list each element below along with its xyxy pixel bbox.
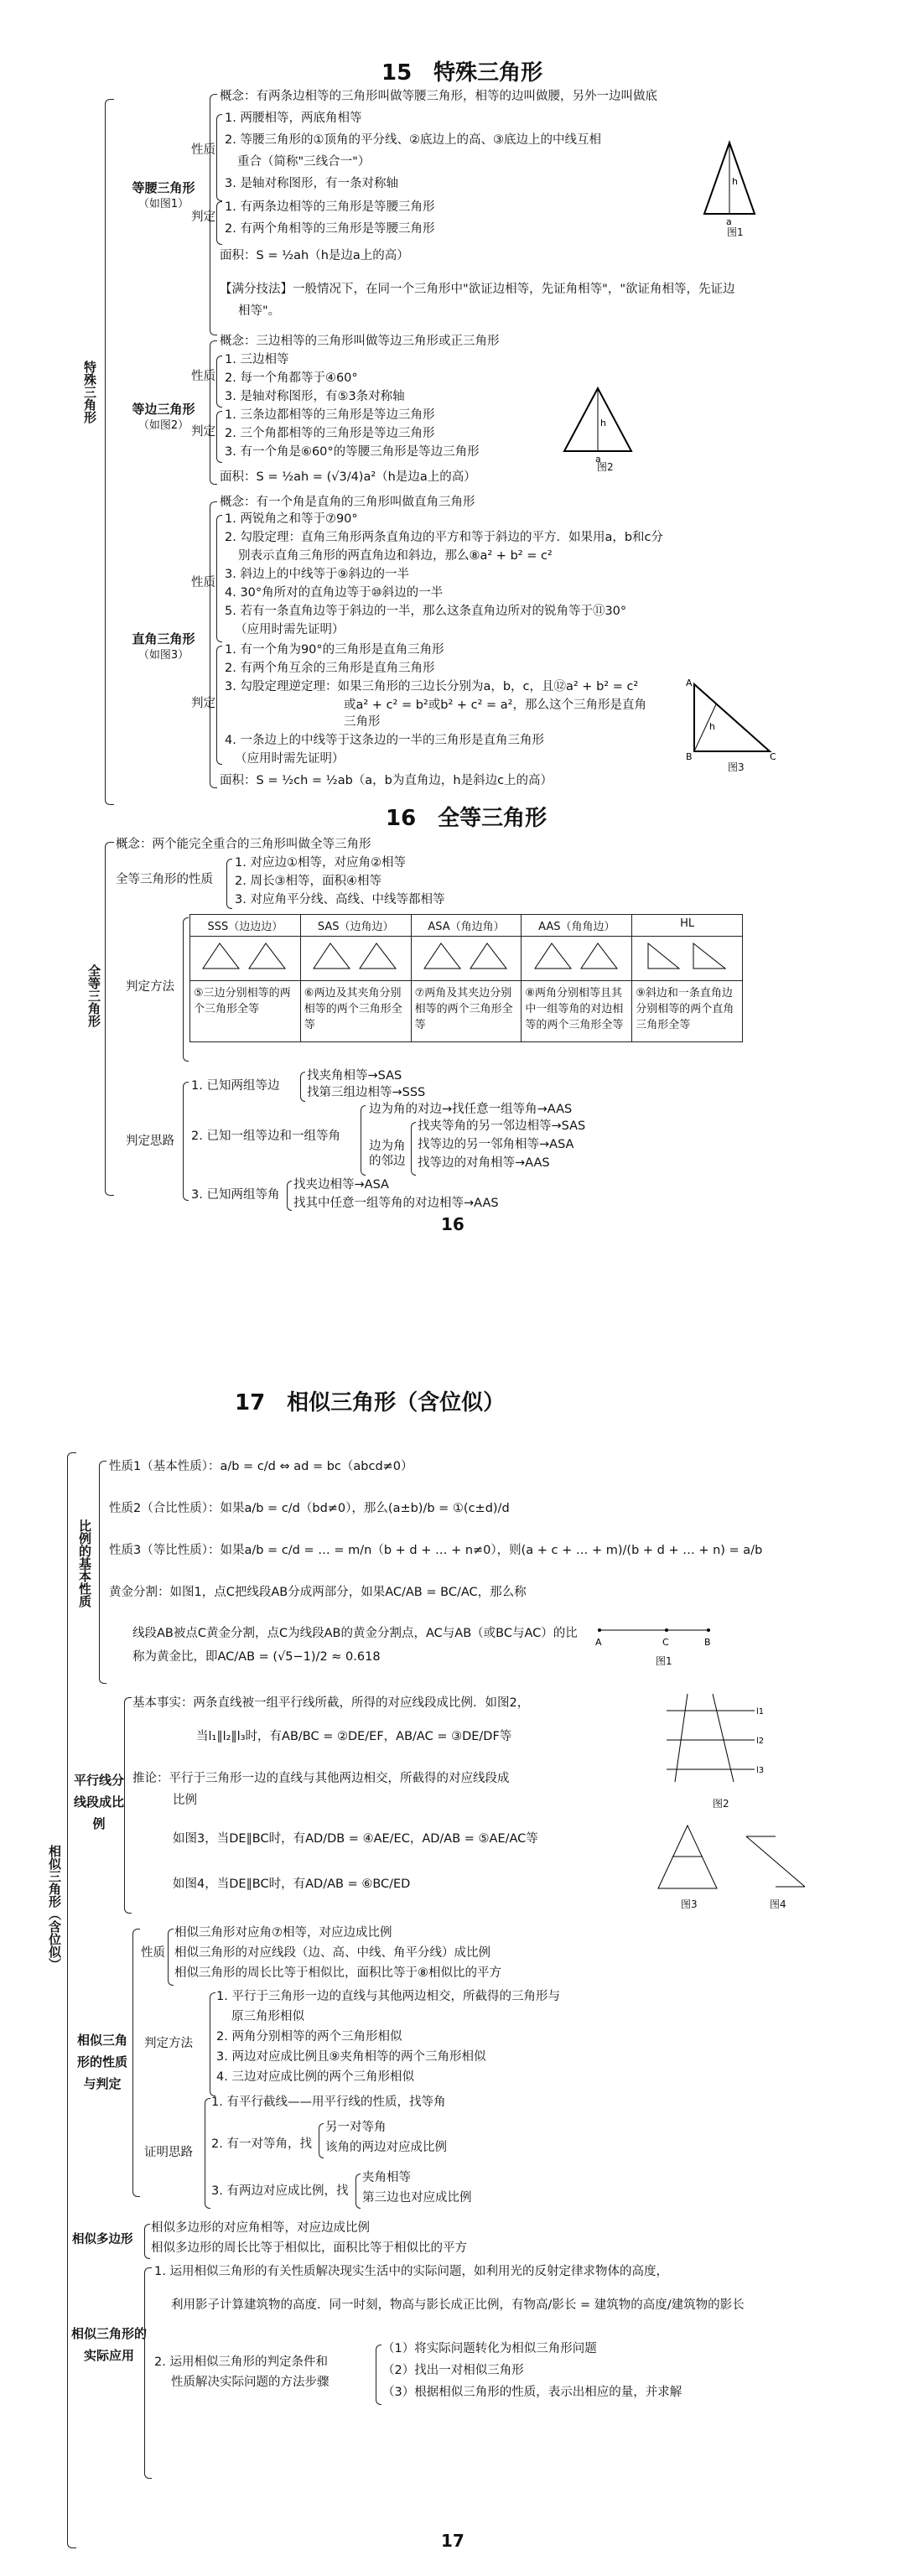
similar-judge-label: 判定方法 [144, 2037, 193, 2050]
think-line: 边为角的对边→找任意一组等角→AAS [369, 1103, 573, 1116]
sim-line: 夹角相等 [362, 2171, 411, 2184]
svg-text:l1: l1 [756, 1707, 765, 1716]
method-name: ASA（角边角） [428, 921, 505, 933]
right-line: 3. 斜边上的中线等于⑨斜边的一半 [225, 568, 409, 581]
sim-line: 2. 两角分别相等的两个三角形相似 [216, 2030, 402, 2044]
congruent-prop: 2. 周长③相等，面积④相等 [235, 875, 381, 888]
equi-judge-brace [216, 411, 222, 463]
page-number-16: 16 [441, 1214, 464, 1234]
iso-line: 面积：S = ½ah（h是边a上的高） [220, 249, 409, 262]
right-line: 1. 有一个角为90°的三角形是直角三角形 [225, 643, 444, 657]
equi-line: 3. 有一个角是⑥60°的等腰三角形是等边三角形 [225, 445, 480, 459]
sim-prop-brace [168, 1929, 174, 1986]
right-judge-brace [216, 646, 222, 765]
figure-4-17-caption: 图4 [770, 1898, 786, 1910]
sim-line: 1. 平行于三角形一边的直线与其他两边相交，所截得的三角形与 [216, 1990, 560, 2003]
right-line: 5. 若有一条直角边等于斜边的一半，那么这条直角边所对的锐角等于⑪30° [225, 605, 627, 618]
app-line: （1）将实际问题转化为相似三角形问题 [382, 2342, 597, 2355]
judge-label: 判定 [191, 210, 215, 224]
method-name: HL [680, 917, 695, 930]
parallel-line: 推论：平行于三角形一边的直线与其他两边相交，所截得的对应线段成 [132, 1772, 510, 1785]
poly-line: 相似多边形的对应角相等，对应边成比例 [151, 2221, 370, 2235]
right-line: （应用时需先证明） [235, 752, 345, 766]
sim-sub-brace [319, 2123, 324, 2158]
similar-prop-heading [72, 2029, 132, 2095]
judge-method-table [189, 914, 743, 1042]
figure-4-triangle [738, 1828, 813, 1895]
figure-1-17-caption: 图1 [656, 1655, 672, 1667]
method-figure-cell [190, 937, 301, 981]
iso-line: 【满分技法】一般情况下，在同一个三角形中"欲证边相等，先证角相等"，"欲证角相等，先证边 [220, 283, 735, 296]
method-desc: ⑥两边及其夹角分别相等的两个三角形全等 [304, 987, 402, 1031]
think-line: 2. 已知一组等边和一组等角 [191, 1130, 340, 1143]
app-line: 性质解决实际问题的方法步骤 [171, 2376, 330, 2389]
app-line: 利用影子计算建筑物的高度．同一时刻，物高与影长成正比例，有物高/影长 = 建筑物的高度/建筑物的影长 [171, 2298, 745, 2312]
application-heading [69, 2323, 149, 2366]
think-sub-brace [287, 1181, 292, 1211]
method-cell [411, 915, 522, 937]
svg-text:A: A [595, 1637, 602, 1648]
think-line: 3. 已知两组等角 [191, 1188, 280, 1202]
method-figure-cell [522, 937, 632, 981]
sim-line: 4. 三边对应成比例的两个三角形相似 [216, 2070, 414, 2084]
ratio-heading: 比例的基本性质 [77, 1519, 92, 1607]
prop-brace-16 [226, 859, 232, 909]
method-desc-cell [300, 981, 411, 1042]
ratio-brace [99, 1461, 106, 1684]
right-line: 或a² + c² = b²或b² + c² = a²，那么这个三角形是直角 [344, 699, 646, 712]
section-15-title: 15 特殊三角形 [381, 60, 543, 86]
think-line: 找等边的对角相等→AAS [418, 1156, 550, 1170]
right-line: 3. 勾股定理逆定理：如果三角形的三边长分别为a，b，c，且⑫a² + b² = c² [225, 680, 639, 693]
section-16-title: 16 全等三角形 [386, 806, 548, 831]
method-name: AAS（角角边） [538, 921, 615, 933]
isosceles-heading [117, 179, 210, 213]
svg-text:a: a [595, 454, 601, 464]
equi-line: 3. 是轴对称图形，有⑤3条对称轴 [225, 390, 405, 403]
right-line: 别表示直角三角形的两直角边和斜边，那么⑧a² + b² = c² [238, 549, 553, 563]
iso-line: 相等"。 [238, 304, 281, 318]
congruent-prop: 1. 对应边①相等，对应角②相等 [235, 856, 406, 870]
method-cell [632, 915, 743, 937]
think-sub-brace [411, 1122, 416, 1176]
iso-line: 重合（简称"三线合一"） [237, 155, 371, 169]
right-line: 2. 勾股定理：直角三角形两条直角边的平方和等于斜边的平方．如果用a，b和c分 [225, 531, 664, 544]
poly-line: 相似多边形的周长比等于相似比，面积比等于相似比的平方 [151, 2241, 467, 2255]
right-triangle-heading [117, 631, 210, 664]
right-triangle-figure [686, 678, 778, 761]
right-prop-brace [216, 515, 222, 642]
right-line: 4. 一条边上的中线等于这条边的一半的三角形是直角三角形 [225, 734, 544, 747]
app-line: 1. 运用相似三角形的有关性质解决现实生活中的实际问题，如利用光的反射定律求物体的高度， [154, 2265, 668, 2278]
method-desc-cell [411, 981, 522, 1042]
sim-line: 3. 两边对应成比例且⑨夹角相等的两个三角形相似 [216, 2050, 486, 2064]
parallel-line: 基本事实：两条直线被一组平行线所截，所得的对应线段成比例．如图2， [132, 1696, 530, 1710]
congruent-prop-heading: 全等三角形的性质 [116, 873, 213, 886]
congruent-label: 全等三角形 [86, 964, 101, 1027]
main-brace-15 [105, 99, 114, 805]
similar-proof-label: 证明思路 [144, 2146, 193, 2159]
app-brace [144, 2267, 152, 2479]
ratio-line: 性质3（等比性质）：如果a/b = c/d = … = m/n（b + d + … + n≠0），则(a + c + … + m)/(b + d + … + n) = a/b [109, 1544, 763, 1557]
figure-2-17-caption: 图2 [713, 1798, 729, 1810]
method-cell [300, 915, 411, 937]
method-desc: ⑧两角分别相等且其中一组等角的对边相等的两个三角形全等 [525, 987, 624, 1031]
figure-3-17-caption: 图3 [681, 1898, 698, 1910]
method-desc-cell [190, 981, 301, 1042]
similar-brace [132, 1929, 140, 2197]
equi-line: 面积：S = ½ah = (√3/4)a²（h是边a上的高） [220, 470, 476, 484]
iso-prop-brace [216, 114, 222, 201]
equi-line: 2. 每一个角都等于④60° [225, 371, 358, 385]
judge-brace-16 [183, 917, 189, 1062]
right-line: 2. 有两个角互余的三角形是直角三角形 [225, 662, 435, 675]
page-number-17: 17 [441, 2531, 464, 2551]
svg-text:h: h [709, 721, 715, 732]
method-cell [522, 915, 632, 937]
app-line: 2. 运用相似三角形的判定条件和 [154, 2355, 328, 2369]
right-line: 面积：S = ½ch = ½ab（a，b为直角边，h是斜边c上的高） [220, 774, 553, 787]
iso-line: 3. 是轴对称图形，有一条对称轴 [225, 177, 398, 190]
svg-text:h: h [732, 176, 738, 187]
main-brace-17 [67, 1452, 76, 2548]
sim-line: 2. 有一对等角，找 [211, 2137, 312, 2151]
judge-label: 判定 [191, 697, 215, 710]
congruent-concept: 概念：两个能完全重合的三角形叫做全等三角形 [116, 838, 371, 851]
main-brace-16 [105, 842, 114, 1196]
iso-line: 1. 有两条边相等的三角形是等腰三角形 [225, 200, 435, 214]
aas-triangles-icon [531, 939, 623, 973]
think-sub-brace [300, 1072, 305, 1102]
iso-line: 2. 有两个角相等的三角形是等腰三角形 [225, 222, 435, 236]
sim-sub-brace [355, 2174, 361, 2209]
isosceles-figure [700, 138, 759, 231]
iso-line: 1. 两腰相等，两底角相等 [225, 112, 362, 125]
parallel-heading [74, 1769, 124, 1835]
sim-line: 1. 有平行截线——用平行线的性质，找等角 [211, 2096, 446, 2109]
right-line: 1. 两锐角之和等于⑦90° [225, 512, 358, 526]
sas-triangles-icon [309, 939, 402, 973]
equilateral-fig-ref: （如图2） [138, 419, 189, 432]
think-brace-16 [183, 1082, 189, 1201]
figure-1-caption: 图1 [727, 226, 744, 238]
property-label: 性质 [191, 143, 215, 157]
iso-line: 概念：有两条边相等的三角形叫做等腰三角形，相等的边叫做腰，另外一边叫做底 [220, 90, 657, 103]
similar-triangle-label: 相似三角形（含位似） [47, 1845, 62, 1971]
parallel-line: 如图4，当DE∥BC时，有AD/AB = ⑥BC/ED [173, 1877, 411, 1891]
hl-triangles-icon [641, 939, 734, 973]
parallel-line: 如图3，当DE∥BC时，有AD/DB = ④AE/EC，AD/AB = ⑤AE/AC等 [173, 1832, 538, 1846]
right-triangle-title: 直角三角形 [132, 631, 195, 647]
ratio-line: 性质2（合比性质）：如果a/b = c/d（bd≠0），那么(a±b)/b = ①(c±d)/d [109, 1502, 510, 1515]
equi-line: 2. 三个角都相等的三角形是等边三角形 [225, 427, 435, 440]
poly-brace [144, 2224, 150, 2259]
equilateral-title: 等边三角形 [132, 402, 195, 417]
parallel-line: 比例 [173, 1794, 197, 1807]
think-line: 找夹角相等→SAS [307, 1069, 402, 1083]
right-line: 三角形 [344, 715, 381, 729]
parallel-title: 平行线分线段成比例 [74, 1773, 125, 1831]
figure-3-caption: 图3 [728, 761, 745, 773]
svg-text:A: A [686, 678, 693, 688]
figure-2-caption: 图2 [597, 461, 614, 473]
iso-line: 2. 等腰三角形的①顶角的平分线、②底边上的高、③底边上的中线互相 [225, 133, 601, 147]
method-desc-cell [522, 981, 632, 1042]
ratio-line: 黄金分割：如图1，点C把线段AB分成两部分，如果AC/AB = BC/AC，那么称 [109, 1586, 527, 1599]
sim-line: 该角的两边对应成比例 [325, 2141, 447, 2154]
equilateral-figure [560, 384, 636, 464]
think-line: 找等边的另一邻角相等→ASA [418, 1138, 574, 1151]
parallel-line: 当l₁∥l₂∥l₃时，有AB/BC = ②DE/EF，AB/AC = ③DE/DF等 [196, 1730, 512, 1743]
svg-text:C: C [662, 1637, 669, 1648]
isosceles-title: 等腰三角形 [132, 180, 195, 195]
sss-triangles-icon [199, 939, 291, 973]
app-sub-brace [376, 2345, 381, 2405]
app-line: （2）找出一对相似三角形 [382, 2364, 524, 2377]
parallel-lines-figure [662, 1685, 771, 1786]
svg-text:B: B [704, 1637, 711, 1648]
special-triangle-label: 特殊三角形 [82, 361, 97, 423]
application-title: 相似三角形的实际应用 [70, 2326, 147, 2363]
think-sub-brace [361, 1105, 366, 1176]
think-line: 边为角的邻边 [369, 1140, 406, 1168]
method-desc-cell [632, 981, 743, 1042]
svg-text:l2: l2 [756, 1737, 765, 1746]
method-figure-cell [411, 937, 522, 981]
iso-judge-brace [216, 201, 222, 245]
ratio-line: 性质1（基本性质）：a/b = c/d ⇔ ad = bc（abcd≠0） [109, 1460, 413, 1473]
property-label: 性质 [191, 370, 215, 383]
method-cell [190, 915, 301, 937]
sim-line: 相似三角形的对应线段（边、高、中线、角平分线）成比例 [174, 1946, 490, 1960]
think-line: 找夹等角的另一邻边相等→SAS [418, 1119, 586, 1133]
isosceles-fig-ref: （如图1） [138, 198, 189, 210]
golden-section-figure [595, 1615, 713, 1649]
right-line: 概念：有一个角是直角的三角形叫做直角三角形 [220, 496, 475, 509]
similar-prop-label: 性质 [141, 1946, 165, 1960]
app-line: （3）根据相似三角形的性质，表示出相应的量，并求解 [382, 2386, 682, 2399]
sim-line: 原三角形相似 [231, 2010, 304, 2023]
svg-text:a: a [726, 216, 732, 227]
sim-judge-brace [210, 1992, 215, 2096]
right-line: 4. 30°角所对的直角边等于⑩斜边的一半 [225, 586, 444, 600]
svg-text:l3: l3 [756, 1766, 765, 1775]
svg-text:h: h [600, 418, 606, 428]
similar-prop-title: 相似三角形的性质与判定 [76, 2033, 127, 2091]
equi-line: 概念：三边相等的三角形叫做等边三角形或正三角形 [220, 335, 500, 348]
svg-text:C: C [770, 751, 776, 761]
sim-proof-brace [205, 2098, 210, 2209]
congruent-prop: 3. 对应角平分线、高线、中线等都相等 [235, 893, 445, 906]
ratio-line: 线段AB被点C黄金分割，点C为线段AB的黄金分割点，AC与AB（或BC与AC）的比称为黄金比，即AC/AB = (√5−1)/2 ≈ 0.618 [132, 1627, 578, 1664]
parallel-brace [124, 1697, 132, 1914]
right-triangle-fig-ref: （如图3） [138, 649, 189, 662]
sim-line: 3. 有两边对应成比例，找 [211, 2184, 349, 2198]
method-figure-cell [632, 937, 743, 981]
judge-label: 判定 [191, 425, 215, 439]
method-desc: ⑨斜边和一条直角边分别相等的两个直角三角形全等 [636, 987, 734, 1031]
method-figure-cell [300, 937, 411, 981]
section-17-title: 17 相似三角形（含位似） [235, 1390, 506, 1415]
judge-method-heading: 判定方法 [126, 980, 174, 994]
method-name: SSS（边边边） [207, 921, 283, 933]
equi-line: 1. 三边相等 [225, 353, 289, 366]
sim-line: 第三边也对应成比例 [362, 2191, 472, 2205]
right-line: （应用时需先证明） [235, 623, 345, 636]
polygon-heading: 相似多边形 [72, 2233, 133, 2246]
think-line: 找其中任意一组等角的对边相等→AAS [293, 1197, 499, 1210]
think-line: 找第三组边相等→SSS [307, 1086, 426, 1099]
method-desc: ⑤三边分别相等的两个三角形全等 [194, 987, 291, 1015]
asa-triangles-icon [420, 939, 512, 973]
sim-line: 相似三角形对应角⑦相等，对应边成比例 [174, 1926, 392, 1940]
equi-line: 1. 三条边都相等的三角形是等边三角形 [225, 408, 435, 422]
figure-3-triangle [654, 1821, 721, 1897]
sim-line: 相似三角形的周长比等于相似比，面积比等于⑧相似比的平方 [174, 1966, 501, 1980]
property-label: 性质 [191, 576, 215, 589]
equi-prop-brace [216, 356, 222, 408]
think-line: 找夹边相等→ASA [293, 1178, 389, 1192]
judge-thinking-heading: 判定思路 [126, 1135, 174, 1148]
method-desc: ⑦两角及其夹边分别相等的两个三角形全等 [414, 987, 513, 1031]
method-name: SAS（边角边） [317, 921, 394, 933]
svg-text:B: B [686, 751, 693, 761]
sim-line: 另一对等角 [325, 2121, 387, 2134]
think-line: 1. 已知两组等边 [191, 1079, 280, 1093]
